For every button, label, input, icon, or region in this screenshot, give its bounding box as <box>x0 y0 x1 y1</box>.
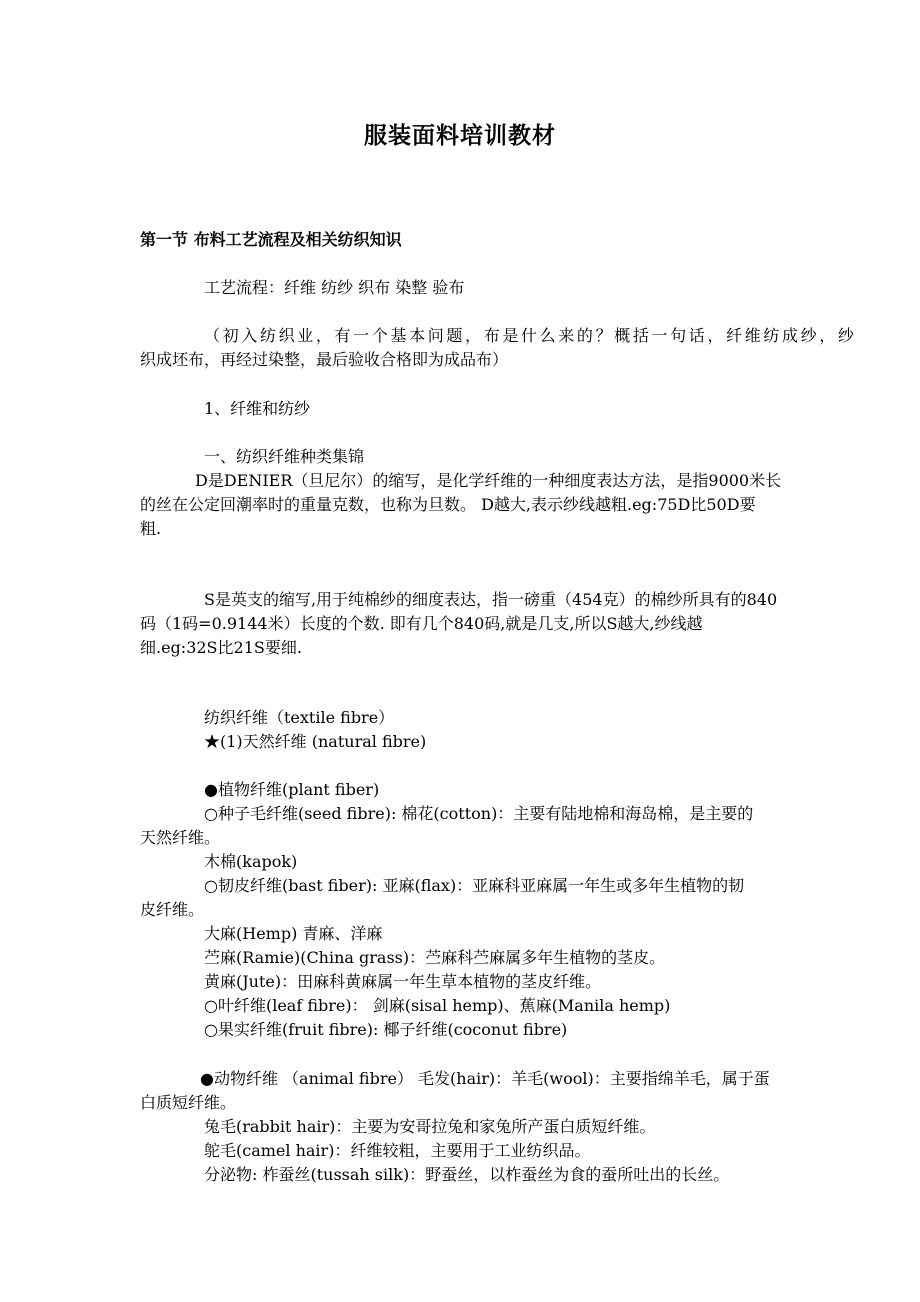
paragraph-line: S是英支的缩写,用于纯棉纱的细度表达，指一磅重（454克）的棉纱所具有的840 <box>204 590 778 609</box>
list-line: 大麻(Hemp) 青麻、洋麻 <box>204 924 383 943</box>
paragraph-line: 细.eg:32S比21S要细. <box>140 638 302 657</box>
list-line: ○韧皮纤维(bast fiber): 亚麻(flax)：亚麻科亚麻属一年生或多年生植物的韧 <box>204 876 745 895</box>
list-line: 鸵毛(camel hair)：纤维较粗，主要用于工业纺织品。 <box>204 1141 591 1160</box>
subheading-line: 一、纺织纤维种类集锦 <box>204 447 365 466</box>
list-line: 黄麻(Jute)：田麻科黄麻属一年生草本植物的茎皮纤维。 <box>204 972 602 991</box>
list-line: 纺织纤维（textile fibre） <box>204 708 395 727</box>
process-flow-line: 工艺流程：纤维 纺纱 织布 染整 验布 <box>204 278 465 297</box>
list-line: ○叶纤维(leaf fibre)： 剑麻(sisal hemp)、蕉麻(Manila hemp) <box>204 996 671 1015</box>
paragraph-line: 的丝在公定回潮率时的重量克数，也称为旦数。 D越大,表示纱线越粗.eg:75D比50D要 <box>140 495 756 514</box>
document-title: 服装面料培训教材 <box>364 123 556 149</box>
subheading-line: 1、纤维和纺纱 <box>204 399 311 418</box>
list-line: ●动物纤维 （animal fibre） 毛发(hair)：羊毛(wool)：主要指绵羊毛，属于蛋 <box>200 1069 770 1088</box>
paragraph-line: 织成坯布，再经过染整，最后验收合格即为成品布） <box>140 350 509 369</box>
list-line: 白质短纤维。 <box>140 1093 237 1112</box>
paragraph-line: D是DENIER（旦尼尔）的缩写，是化学纤维的一种细度表达方法，是指9000米长 <box>195 471 782 490</box>
list-line: 分泌物: 柞蚕丝(tussah silk)：野蚕丝，以柞蚕丝为食的蚕所吐出的长丝。 <box>204 1165 730 1184</box>
paragraph-line: （初入纺织业，有一个基本问题，布是什么来的？概括一句话，纤维纺成纱，纱 <box>204 326 854 345</box>
list-line: 苎麻(Ramie)(China grass)：苎麻科苎麻属多年生植物的茎皮。 <box>204 948 666 967</box>
list-line: 兔毛(rabbit hair)：主要为安哥拉兔和家兔所产蛋白质短纤维。 <box>204 1117 656 1136</box>
list-line: 天然纤维。 <box>140 828 221 847</box>
list-line: ○种子毛纤维(seed fibre): 棉花(cotton)：主要有陆地棉和海岛棉，是主要的 <box>204 804 754 823</box>
list-line: ●植物纤维(plant fiber) <box>204 780 380 799</box>
paragraph-line: 粗. <box>140 519 162 538</box>
list-line: ★(1)天然纤维 (natural fibre) <box>204 732 427 751</box>
list-line: 皮纤维。 <box>140 900 205 919</box>
section-heading: 第一节 布料工艺流程及相关纺织知识 <box>140 230 402 249</box>
list-line: 木棉(kapok) <box>204 852 298 871</box>
list-line: ○果实纤维(fruit fibre): 椰子纤维(coconut fibre) <box>204 1020 568 1039</box>
paragraph-line: 码（1码=0.9144米）长度的个数. 即有几个840码,就是几支,所以S越大,纱线越 <box>140 614 703 633</box>
